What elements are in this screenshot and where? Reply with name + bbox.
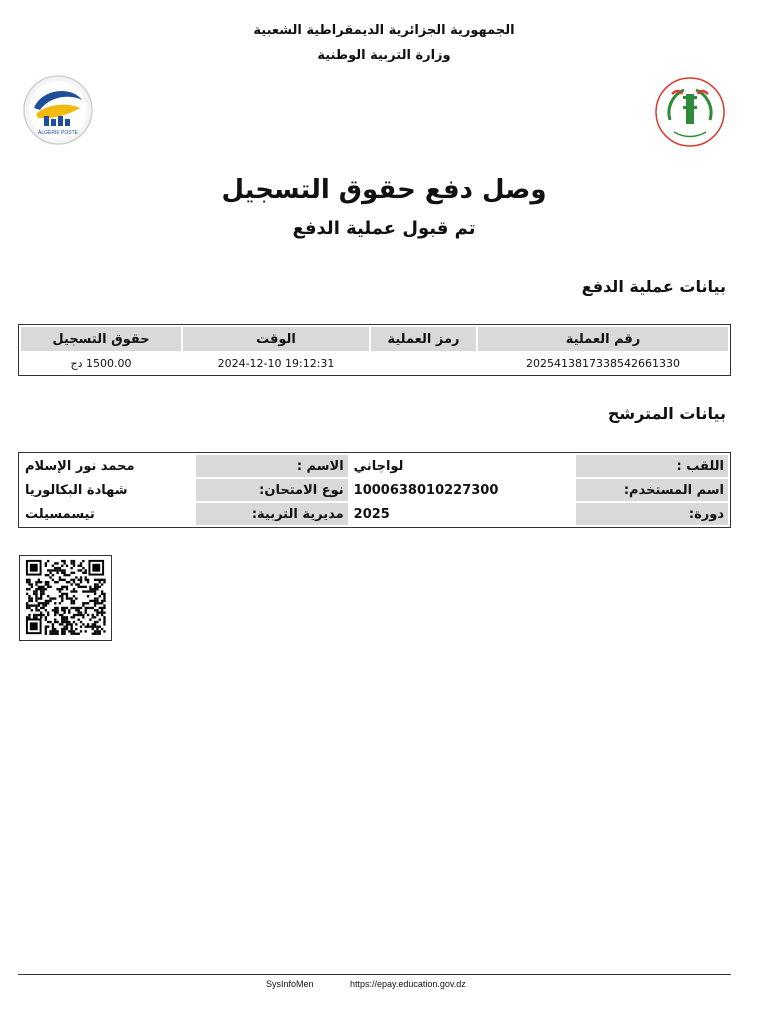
onec-emblem-logo — [654, 76, 726, 148]
session-value: 2025 — [353, 506, 390, 522]
footer-url[interactable]: https://epay.education.gov.dz — [350, 979, 466, 989]
col-fee: حقوق التسجيل — [21, 327, 181, 351]
table-row — [21, 479, 728, 501]
col-operation-code: رمز العملية — [371, 327, 476, 351]
qr-code — [19, 555, 112, 641]
col-operation-number: رقم العملية — [478, 327, 728, 351]
exam-type-value: شهادة البكالوريا — [25, 482, 128, 498]
qr-finder-bottom-left — [26, 619, 42, 635]
payment-section-title: بيانات عملية الدفع — [581, 277, 726, 296]
surname-value: لواجاني — [353, 458, 404, 474]
ministry-name: وزارة التربية الوطنية — [317, 48, 451, 63]
candidate-table — [18, 452, 731, 528]
payment-table — [18, 324, 731, 376]
col-time: الوقت — [183, 327, 369, 351]
payment-status: تم قبول عملية الدفع — [292, 218, 476, 239]
exam-type-label: نوع الامتحان: — [196, 479, 348, 501]
operation-time: 2024-12-10 19:12:31 — [217, 356, 335, 370]
directorate-label: مديرية التربية: — [196, 503, 348, 525]
algerie-poste-logo-text: ALGÉRIE POSTE — [37, 130, 79, 136]
footer-divider — [18, 974, 731, 975]
republic-name: الجمهورية الجزائرية الديمقراطية الشعبية — [253, 23, 515, 38]
directorate-value: تيسمسيلت — [25, 506, 95, 522]
algerie-poste-logo — [22, 74, 94, 146]
session-label: دورة: — [576, 503, 728, 525]
receipt-title: وصل دفع حقوق التسجيل — [221, 175, 547, 205]
table-row — [21, 353, 728, 373]
operation-number: 2025413817338542661330 — [526, 356, 680, 370]
surname-label: اللقب : — [576, 455, 728, 477]
registration-fee: 1500.00 دج — [70, 356, 132, 370]
name-value: محمد نور الإسلام — [25, 458, 135, 474]
footer-system-name: SysInfoMen — [266, 979, 314, 989]
candidate-section-title: بيانات المترشح — [607, 404, 726, 423]
table-row — [21, 503, 728, 525]
operation-code — [371, 353, 476, 373]
username-label: اسم المستخدم: — [576, 479, 728, 501]
qr-finder-top-right — [88, 560, 104, 576]
username-value: 1000638010227300 — [353, 482, 499, 498]
payment-table-header — [21, 327, 728, 351]
table-row — [21, 455, 728, 477]
name-label: الاسم : — [196, 455, 348, 477]
qr-finder-top-left — [26, 560, 42, 576]
